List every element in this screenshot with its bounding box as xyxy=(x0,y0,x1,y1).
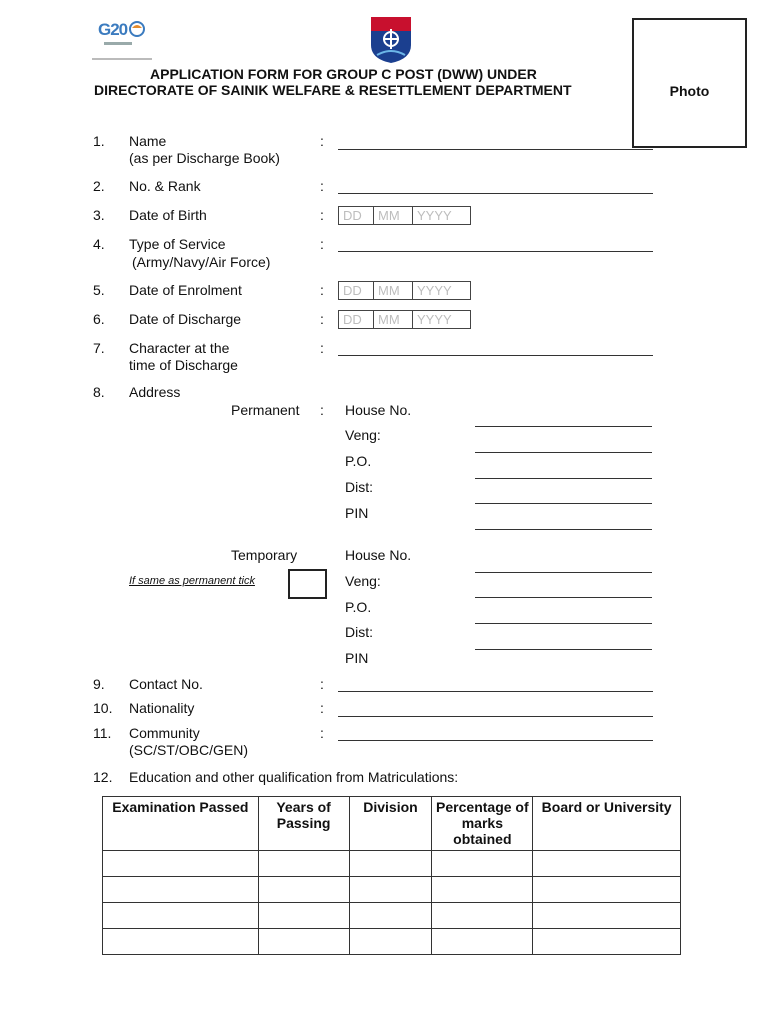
field-11-colon: : xyxy=(320,725,324,741)
education-table xyxy=(102,796,681,955)
field-7-number: 7. xyxy=(93,340,105,356)
field-6-number: 6. xyxy=(93,311,105,327)
header-board-or-university: Board or University xyxy=(533,797,681,851)
date-of-birth-input[interactable] xyxy=(338,206,471,225)
photo-box[interactable] xyxy=(632,18,747,148)
table-cell[interactable] xyxy=(533,877,681,903)
g20-logo-tagline xyxy=(92,58,152,60)
table-cell[interactable] xyxy=(258,877,349,903)
dob-day-field[interactable]: DD xyxy=(339,207,374,224)
table-cell[interactable] xyxy=(349,929,432,955)
discharge-month-field[interactable]: MM xyxy=(374,311,413,328)
field-1-colon: : xyxy=(320,133,324,149)
field-7-sublabel: time of Discharge xyxy=(129,357,238,373)
table-cell[interactable] xyxy=(533,851,681,877)
field-11-number: 11. xyxy=(93,725,112,741)
permanent-po-label: P.O. xyxy=(345,453,372,469)
field-7-label: Character at the xyxy=(129,340,230,356)
temporary-dist-line[interactable] xyxy=(475,649,652,650)
permanent-po-line[interactable] xyxy=(475,478,652,479)
table-cell[interactable] xyxy=(432,903,533,929)
dob-month-field[interactable]: MM xyxy=(374,207,413,224)
permanent-veng-line[interactable] xyxy=(475,452,652,453)
field-4-label: Type of Service xyxy=(129,236,226,252)
table-cell[interactable] xyxy=(533,903,681,929)
enrolment-year-field[interactable]: YYYY xyxy=(417,283,452,298)
field-3-number: 3. xyxy=(93,207,105,223)
field-6-colon: : xyxy=(320,311,324,327)
discharge-day-field[interactable]: DD xyxy=(339,311,374,328)
permanent-house-no-line[interactable] xyxy=(475,426,652,427)
temporary-po-line[interactable] xyxy=(475,623,652,624)
same-as-permanent-checkbox[interactable] xyxy=(288,569,327,599)
table-row xyxy=(103,903,681,929)
dob-year-field[interactable]: YYYY xyxy=(417,208,452,223)
permanent-house-no-label: House No. xyxy=(345,402,412,418)
education-table-header-row xyxy=(103,797,681,851)
table-cell[interactable] xyxy=(258,851,349,877)
field-2-label: No. & Rank xyxy=(129,178,201,194)
table-cell[interactable] xyxy=(432,851,533,877)
field-5-number: 5. xyxy=(93,282,105,298)
table-row xyxy=(103,851,681,877)
field-8-number: 8. xyxy=(93,384,105,400)
field-4-sublabel: (Army/Navy/Air Force) xyxy=(132,254,271,270)
temporary-house-no-label: House No. xyxy=(345,547,412,563)
enrolment-month-field[interactable]: MM xyxy=(374,282,413,299)
date-of-discharge-input[interactable] xyxy=(338,310,471,329)
table-cell[interactable] xyxy=(103,877,259,903)
field-9-number: 9. xyxy=(93,676,105,692)
field-5-label: Date of Enrolment xyxy=(129,282,242,298)
table-cell[interactable] xyxy=(349,903,432,929)
temporary-house-no-line[interactable] xyxy=(475,572,652,573)
table-row xyxy=(103,929,681,955)
field-12-number: 12. xyxy=(93,769,113,785)
field-11-label: Community xyxy=(129,725,200,741)
field-6-label: Date of Discharge xyxy=(129,311,242,327)
permanent-pin-line[interactable] xyxy=(475,529,652,530)
table-cell[interactable] xyxy=(349,851,432,877)
temporary-pin-label: PIN xyxy=(345,650,369,666)
temporary-dist-label: Dist: xyxy=(345,624,373,640)
sainik-welfare-emblem-icon xyxy=(369,15,413,65)
field-3-label: Date of Birth xyxy=(129,207,207,223)
field-5-colon: : xyxy=(320,282,324,298)
permanent-address-colon: : xyxy=(320,402,324,418)
temporary-veng-label: Veng: xyxy=(345,573,381,589)
field-1-number: 1. xyxy=(93,133,105,149)
contact-no-input-line[interactable] xyxy=(338,691,653,692)
field-10-label: Nationality xyxy=(129,700,195,716)
g20-logo-subtext xyxy=(104,42,132,45)
g20-logo xyxy=(92,18,154,64)
header-examination-passed: Examination Passed xyxy=(103,797,259,851)
rank-input-line[interactable] xyxy=(338,193,653,194)
field-9-colon: : xyxy=(320,676,324,692)
same-as-permanent-hint: If same as permanent tick xyxy=(129,575,255,587)
community-input-line[interactable] xyxy=(338,740,653,741)
permanent-pin-label: PIN xyxy=(345,505,369,521)
field-3-colon: : xyxy=(320,207,324,223)
field-4-colon: : xyxy=(320,236,324,252)
table-cell[interactable] xyxy=(103,929,259,955)
permanent-dist-label: Dist: xyxy=(345,479,373,495)
field-1-sublabel: (as per Discharge Book) xyxy=(129,150,280,166)
photo-label: Photo xyxy=(669,83,710,99)
enrolment-day-field[interactable]: DD xyxy=(339,282,374,299)
table-cell[interactable] xyxy=(432,929,533,955)
form-title-line-1: APPLICATION FORM FOR GROUP C POST (DWW) UNDER xyxy=(150,66,537,82)
header-division: Division xyxy=(349,797,432,851)
permanent-veng-label: Veng: xyxy=(345,427,381,443)
table-cell[interactable] xyxy=(103,903,259,929)
nationality-input-line[interactable] xyxy=(338,716,653,717)
field-10-colon: : xyxy=(320,700,324,716)
table-cell[interactable] xyxy=(258,903,349,929)
table-cell[interactable] xyxy=(432,877,533,903)
field-10-number: 10. xyxy=(93,700,113,716)
field-1-label: Name xyxy=(129,133,167,149)
service-type-input-line[interactable] xyxy=(338,251,653,252)
g20-globe-icon xyxy=(128,20,146,38)
field-9-label: Contact No. xyxy=(129,676,203,692)
temporary-po-label: P.O. xyxy=(345,599,372,615)
date-of-enrolment-input[interactable] xyxy=(338,281,471,300)
header-percentage-of-marks: Percentage of marks obtained xyxy=(432,797,533,851)
discharge-year-field[interactable]: YYYY xyxy=(417,312,452,327)
g20-logo-text: G20 xyxy=(98,20,128,39)
field-8-label: Address xyxy=(129,384,181,400)
table-cell[interactable] xyxy=(349,877,432,903)
permanent-address-label: Permanent xyxy=(231,402,300,418)
field-4-number: 4. xyxy=(93,236,105,252)
name-input-line[interactable] xyxy=(338,149,653,150)
field-11-sublabel: (SC/ST/OBC/GEN) xyxy=(129,742,249,758)
table-cell[interactable] xyxy=(103,851,259,877)
field-2-colon: : xyxy=(320,178,324,194)
form-title-line-2: DIRECTORATE OF SAINIK WELFARE & RESETTLEMENT DEPARTMENT xyxy=(94,82,572,98)
table-cell[interactable] xyxy=(258,929,349,955)
field-12-label: Education and other qualification from Matriculations: xyxy=(129,769,459,785)
field-2-number: 2. xyxy=(93,178,105,194)
permanent-dist-line[interactable] xyxy=(475,503,652,504)
character-input-line[interactable] xyxy=(338,355,653,356)
temporary-veng-line[interactable] xyxy=(475,597,652,598)
field-7-colon: : xyxy=(320,340,324,356)
table-row xyxy=(103,877,681,903)
header-years-of-passing: Years of Passing xyxy=(258,797,349,851)
table-cell[interactable] xyxy=(533,929,681,955)
temporary-address-label: Temporary xyxy=(231,547,298,563)
